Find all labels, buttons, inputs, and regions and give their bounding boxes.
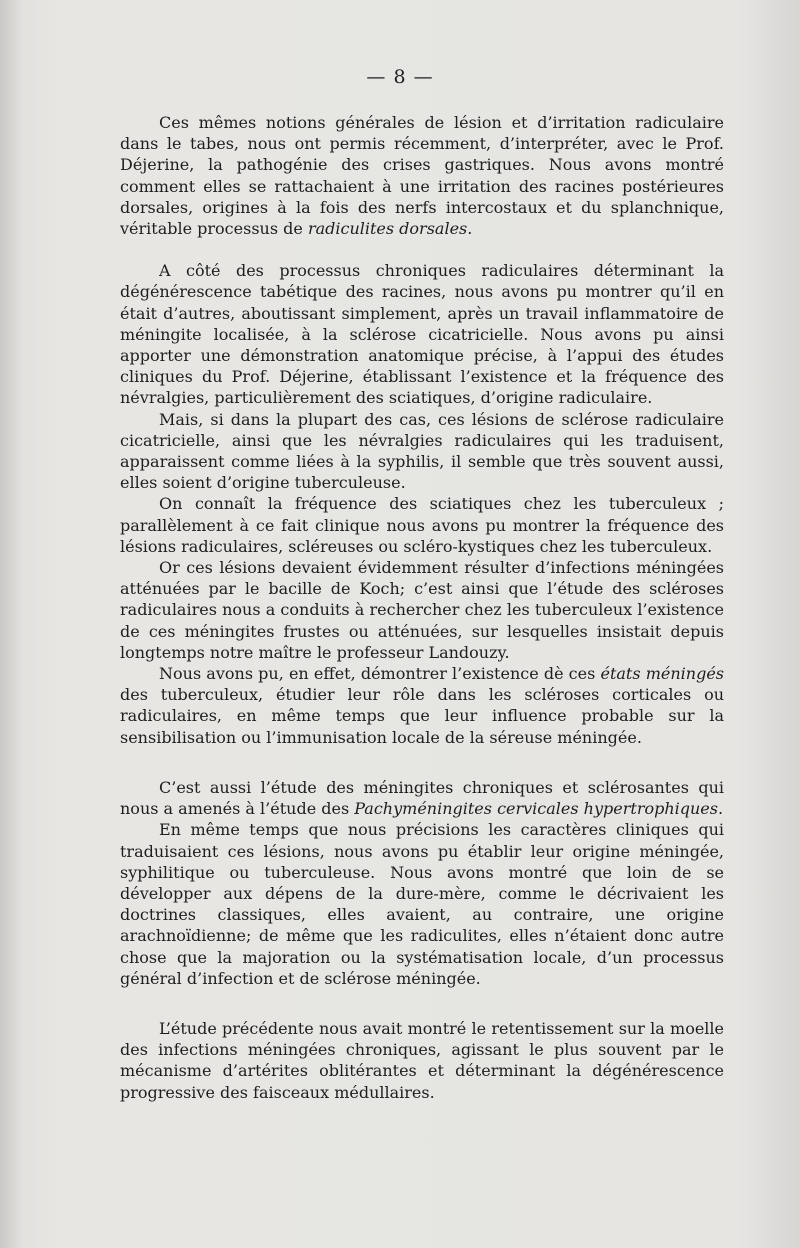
text-run: A côté des processus chroniques radiculaires déterminant la dégénérescence tabétique des racines, nous avons pu montrer qu’il en était d’autres, aboutissant simplement, après un travail inflammatoire de méningite localisée, à la sclérose cicatricielle. Nous avons pu ainsi apporter une démonstration anatomique précise, à l’appui des études cliniques du Prof. Déjerine, établissant l’existence et la fréquence des névralgies, particulièrement des sciatiques, d’origine radiculaire. [120, 261, 724, 408]
paragraph [120, 409, 724, 494]
paragraph [120, 777, 724, 819]
page-number: — 8 — [366, 66, 434, 88]
body-text [120, 112, 724, 1103]
text-run: . [467, 219, 473, 239]
paragraph [120, 112, 724, 239]
text-run: En même temps que nous précisions les caractères cliniques qui traduisaient ces lésions, nous avons pu établir leur origine méningée, syphilitique ou tuberculeuse. Nous avons montré que loin de se développer aux dépens de la dure-mère, comme le décrivaient les doctrines classiques, elles avaient, au contraire, une origine arachnoïdienne; de même que les radiculites, elles n’étaient donc autre chose que la majoration ou la systématisation locale, d’un processus général d’infection et de sclérose méningée. [120, 820, 724, 988]
text-run: des tuberculeux, étudier leur rôle dans les scléroses corticales ou radiculaires, en même temps que leur influence probable sur la sensibilisation ou l’immunisation locale de la séreuse méningée. [120, 685, 724, 747]
paragraph [120, 663, 724, 748]
paragraph [120, 493, 724, 557]
text-run: Or ces lésions devaient évidemment résulter d’infections méningées atténuées par le bacille de Koch; c’est ainsi que l’étude des scléroses radiculaires nous a conduits à rechercher chez les tuberculeux l’existence de ces méningites frustes ou atténuées, sur lesquelles insistait depuis longtemps notre maître le professeur Landouzy. [120, 558, 724, 662]
italic-phrase: radiculites dorsales [307, 219, 468, 239]
text-run: On connaît la fréquence des sciatiques chez les tuberculeux ; parallèlement à ce fait clinique nous avons pu montrer la fréquence des lésions radiculaires, scléreuses ou scléro-kystiques chez les tuberculeux. [120, 494, 724, 556]
paragraph [120, 260, 724, 408]
paragraph [120, 557, 724, 663]
paragraph [120, 1018, 724, 1103]
text-run: C’est aussi l’étude des méningites chroniques et sclérosantes qui nous a amenés à l’étude des [120, 777, 724, 819]
italic-phrase: Pachyméningites cervicales hypertrophiques [354, 799, 718, 819]
paragraph [120, 819, 724, 989]
text-run: Nous avons pu, en effet, démontrer l’existence dè ces [159, 664, 601, 684]
text-run: L’étude précédente nous avait montré le retentissement sur la moelle des infections méningées chroniques, agissant le plus souvent par le mécanisme d’artérites oblitérantes et déterminant la dégénérescence progressive des faisceaux médullaires. [120, 1018, 724, 1102]
text-run: Mais, si dans la plupart des cas, ces lésions de sclérose radiculaire cicatricielle, ainsi que les névralgies radiculaires qui les traduisent, apparaissent comme liées à la syphilis, il semble que très souvent aussi, elles soient d’origine tuberculeuse. [120, 409, 724, 493]
text-run: . [717, 799, 724, 819]
italic-phrase: états méningés [600, 664, 725, 684]
text-run: Ces mêmes notions générales de lésion et d’irritation radiculaire dans le tabes, nous ont permis récemment, d’interpréter, avec le Prof. Déjerine, la pathogénie des crises gastriques. Nous avons montré comment elles se rattachaient à une irritation des racines postérieures dorsales, origines à la fois des nerfs intercostaux et du splanchnique, véritable processus de [120, 113, 724, 239]
